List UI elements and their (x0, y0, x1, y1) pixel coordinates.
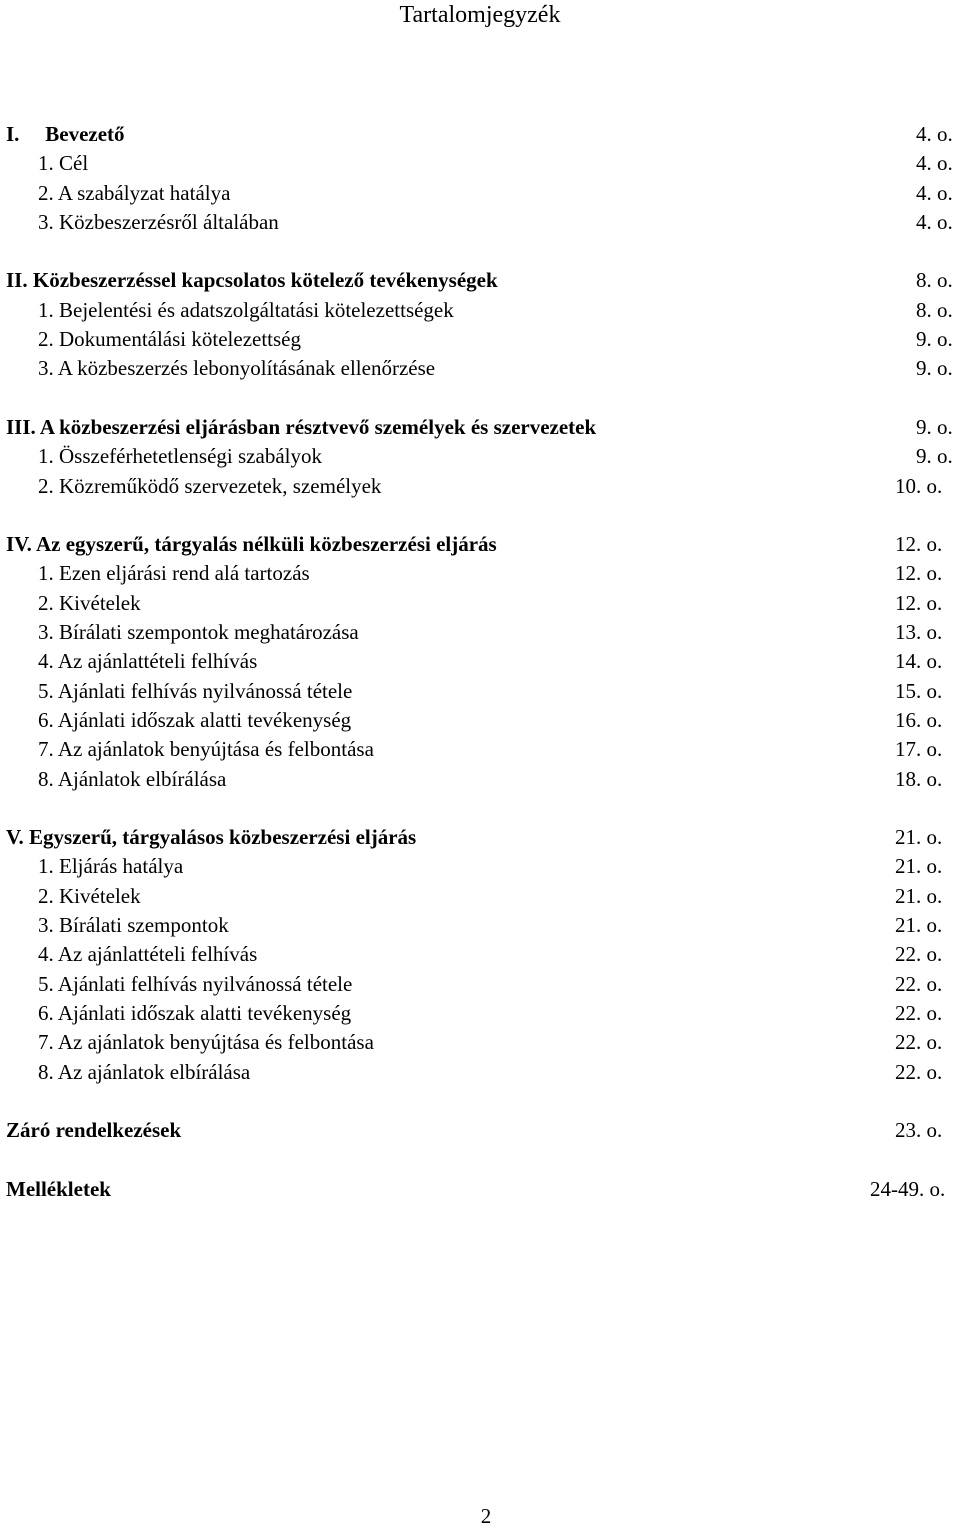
toc-section-5[interactable] (0, 823, 960, 852)
toc-closing-text: Záró rendelkezések (6, 1118, 182, 1143)
toc-entry-5-4-label (38, 940, 257, 969)
toc-entry-5-1[interactable] (0, 852, 960, 881)
toc-entry-5-2-label (38, 882, 141, 911)
toc-entry-1-3-text: Közbeszerzésről általában (59, 209, 279, 234)
toc-entry-1-3[interactable] (0, 208, 960, 237)
toc-entry-2-3-number: 3. (38, 356, 54, 381)
toc-entry-5-7-number: 7. (38, 1030, 54, 1055)
toc-entry-4-8-label (38, 765, 226, 794)
toc-entry-1-2-label (38, 179, 230, 208)
toc-entry-4-7-page: 17. o. (895, 737, 943, 762)
toc-section-5-number: V. (6, 825, 24, 850)
toc-entry-4-5-page: 15. o. (895, 678, 943, 703)
toc-entry-4-4-page: 14. o. (895, 649, 943, 674)
toc-entry-2-3[interactable] (0, 354, 960, 383)
toc-section-4-number: IV. (6, 532, 32, 557)
toc-entry-4-7-label (38, 735, 374, 764)
toc-entry-3-2-page: 10. o. (895, 473, 943, 498)
toc-entry-5-5-page: 22. o. (895, 971, 943, 996)
toc-section-4-text: Az egyszerű, tárgyalás nélküli közbeszerzési eljárás (35, 532, 497, 557)
toc-section-3-label (6, 413, 596, 442)
toc-entry-4-4[interactable] (0, 647, 960, 676)
page-number: 2 (480, 1504, 492, 1528)
toc-section-1-label (6, 120, 125, 149)
toc-entry-5-4[interactable] (0, 940, 960, 969)
toc-entry-4-5[interactable] (0, 677, 960, 706)
toc-entry-5-3-page: 21. o. (895, 913, 943, 938)
toc-entry-3-2-text: Közreműködő szervezetek, személyek (59, 473, 382, 498)
toc-entry-5-4-page: 22. o. (895, 942, 943, 967)
toc-entry-5-8[interactable] (0, 1058, 960, 1087)
toc-entry-5-5-number: 5. (38, 971, 54, 996)
toc-entry-5-3-label (38, 911, 229, 940)
toc-entry-5-4-text: Az ajánlattételi felhívás (57, 942, 258, 967)
toc-entry-5-4-number: 4. (38, 942, 54, 967)
toc-entry-4-8[interactable] (0, 765, 960, 794)
toc-entry-5-2[interactable] (0, 882, 960, 911)
toc-section-2-page: 8. o. (916, 268, 953, 293)
toc-entry-4-2-page: 12. o. (895, 590, 943, 615)
toc-entry-1-1-label (38, 149, 88, 178)
toc-section-3-number: III. (6, 414, 36, 439)
toc-entry-4-3-page: 13. o. (895, 620, 943, 645)
toc-entry-5-7-label (38, 1028, 374, 1057)
toc-entry-4-6[interactable] (0, 706, 960, 735)
toc-entry-4-5-label (38, 677, 352, 706)
toc-entry-4-8-text: Ajánlatok elbírálása (57, 766, 227, 791)
toc-entry-5-1-number: 1. (38, 854, 54, 879)
toc-entry-2-2[interactable] (0, 325, 960, 354)
toc-entry-3-1[interactable] (0, 442, 960, 471)
toc-section-2-label (6, 266, 498, 295)
toc-entry-4-1-page: 12. o. (895, 561, 943, 586)
toc-entry-4-4-label (38, 647, 257, 676)
toc-entry-5-7-text: Az ajánlatok benyújtása és felbontása (57, 1030, 374, 1055)
toc-entry-1-3-label (38, 208, 279, 237)
toc-entry-5-1-page: 21. o. (895, 854, 943, 879)
toc-entry-3-2-number: 2. (38, 473, 54, 498)
toc-entry-4-4-number: 4. (38, 649, 54, 674)
toc-entry-4-3-number: 3. (38, 620, 54, 645)
toc-entry-4-1[interactable] (0, 559, 960, 588)
toc-entry-3-1-label (38, 442, 322, 471)
toc-entry-4-1-label (38, 559, 310, 588)
toc-entry-2-1-text: Bejelentési és adatszolgáltatási kötelezettségek (59, 297, 454, 322)
toc-entry-5-8-number: 8. (38, 1059, 54, 1084)
toc-entry-2-1-number: 1. (38, 297, 54, 322)
toc-appendix-text: Mellékletek (6, 1176, 111, 1201)
toc-entry-5-2-number: 2. (38, 883, 54, 908)
toc-entry-5-2-text: Kivételek (59, 883, 141, 908)
toc-entry-4-6-page: 16. o. (895, 707, 943, 732)
toc-entry-2-3-page: 9. o. (916, 356, 953, 381)
toc-entry-1-1-number: 1. (38, 151, 54, 176)
toc-entry-4-6-text: Ajánlati időszak alatti tevékenység (57, 707, 352, 732)
toc-entry-1-2-text: A szabályzat hatálya (57, 180, 231, 205)
toc-entry-4-7[interactable] (0, 735, 960, 764)
toc-section-5-page: 21. o. (895, 825, 943, 850)
toc-closing-page: 23. o. (895, 1118, 943, 1143)
toc-entry-4-3-text: Bírálati szempontok meghatározása (59, 620, 359, 645)
toc-section-1[interactable] (0, 120, 960, 149)
toc-entry-5-2-page: 21. o. (895, 883, 943, 908)
toc-entry-5-6-text: Ajánlati időszak alatti tevékenység (57, 1000, 352, 1025)
toc-closing[interactable] (0, 1116, 960, 1145)
toc-entry-4-3[interactable] (0, 618, 960, 647)
page-title: Tartalomjegyzék (399, 2, 561, 28)
toc-entry-1-2-number: 2. (38, 180, 54, 205)
toc-entry-4-5-text: Ajánlati felhívás nyilvánossá tétele (57, 678, 353, 703)
toc-entry-5-6[interactable] (0, 999, 960, 1028)
toc-entry-4-7-text: Az ajánlatok benyújtása és felbontása (57, 737, 374, 762)
table-of-contents (0, 120, 960, 1204)
toc-entry-3-1-number: 1. (38, 444, 54, 469)
toc-entry-3-1-page: 9. o. (916, 444, 953, 469)
toc-entry-4-2-number: 2. (38, 590, 54, 615)
toc-section-2-text: Közbeszerzéssel kapcsolatos kötelező tevékenységek (32, 268, 498, 293)
toc-entry-5-8-label (38, 1058, 250, 1087)
toc-entry-2-2-text: Dokumentálási kötelezettség (59, 327, 302, 352)
toc-entry-4-3-label (38, 618, 359, 647)
toc-appendix[interactable] (0, 1175, 960, 1204)
toc-entry-4-6-label (38, 706, 351, 735)
toc-entry-1-2[interactable] (0, 179, 960, 208)
toc-section-1-page: 4. o. (916, 122, 953, 146)
toc-entry-2-1-page: 8. o. (916, 297, 953, 322)
toc-entry-4-8-number: 8. (38, 766, 54, 791)
toc-entry-4-8-page: 18. o. (895, 766, 943, 791)
toc-entry-5-3-number: 3. (38, 913, 54, 938)
toc-section-3[interactable] (0, 413, 960, 442)
toc-section-2[interactable] (0, 266, 960, 295)
toc-appendix-label (6, 1175, 111, 1204)
toc-entry-5-8-page: 22. o. (895, 1059, 943, 1084)
toc-entry-1-3-page: 4. o. (916, 209, 953, 234)
toc-entry-5-1-label (38, 852, 183, 881)
toc-entry-5-6-page: 22. o. (895, 1000, 943, 1025)
toc-section-1-number: I. (6, 122, 20, 146)
toc-entry-4-1-text: Ezen eljárási rend alá tartozás (59, 561, 310, 586)
toc-entry-4-5-number: 5. (38, 678, 54, 703)
toc-entry-2-2-number: 2. (38, 327, 54, 352)
toc-entry-5-1-text: Eljárás hatálya (59, 854, 184, 879)
toc-closing-label (6, 1116, 181, 1145)
toc-entry-4-7-number: 7. (38, 737, 54, 762)
toc-entry-5-5[interactable] (0, 970, 960, 999)
toc-entry-1-1[interactable] (0, 149, 960, 178)
toc-entry-5-5-label (38, 970, 352, 999)
toc-section-4[interactable] (0, 530, 960, 559)
toc-section-3-page: 9. o. (916, 414, 953, 439)
toc-entry-3-2[interactable] (0, 472, 960, 501)
toc-entry-2-1[interactable] (0, 296, 960, 325)
toc-entry-5-6-number: 6. (38, 1000, 54, 1025)
toc-section-5-text: Egyszerű, tárgyalásos közbeszerzési eljárás (28, 825, 417, 850)
toc-entry-1-1-page: 4. o. (916, 151, 953, 176)
toc-entry-4-6-number: 6. (38, 707, 54, 732)
toc-entry-1-1-text: Cél (59, 151, 89, 176)
toc-section-5-label (6, 823, 416, 852)
toc-entry-4-2[interactable] (0, 589, 960, 618)
toc-entry-5-7[interactable] (0, 1028, 960, 1057)
toc-section-1-text: Bevezető (45, 122, 125, 146)
toc-entry-5-6-label (38, 999, 351, 1028)
toc-entry-2-2-label (38, 325, 301, 354)
toc-entry-4-2-text: Kivételek (59, 590, 141, 615)
toc-entry-4-4-text: Az ajánlattételi felhívás (57, 649, 258, 674)
toc-entry-2-3-label (38, 354, 435, 383)
toc-section-3-text: A közbeszerzési eljárásban résztvevő személyek és szervezetek (39, 414, 597, 439)
toc-entry-5-7-page: 22. o. (895, 1030, 943, 1055)
toc-entry-2-3-text: A közbeszerzés lebonyolításának ellenőrzése (57, 356, 436, 381)
toc-appendix-page: 24-49. o. (870, 1176, 946, 1201)
toc-entry-4-1-number: 1. (38, 561, 54, 586)
toc-section-2-number: II. (6, 268, 28, 293)
toc-entry-2-2-page: 9. o. (916, 327, 953, 352)
toc-entry-4-2-label (38, 589, 141, 618)
toc-entry-1-2-page: 4. o. (916, 180, 953, 205)
toc-entry-5-3[interactable] (0, 911, 960, 940)
toc-entry-3-2-label (38, 472, 381, 501)
toc-section-4-page: 12. o. (895, 532, 943, 557)
toc-entry-5-8-text: Az ajánlatok elbírálása (57, 1059, 251, 1084)
toc-entry-5-5-text: Ajánlati felhívás nyilvánossá tétele (57, 971, 353, 996)
toc-entry-5-3-text: Bírálati szempontok (59, 913, 229, 938)
toc-entry-2-1-label (38, 296, 454, 325)
toc-section-4-label (6, 530, 497, 559)
toc-entry-1-3-number: 3. (38, 209, 54, 234)
toc-entry-3-1-text: Összeférhetetlenségi szabályok (59, 444, 322, 469)
